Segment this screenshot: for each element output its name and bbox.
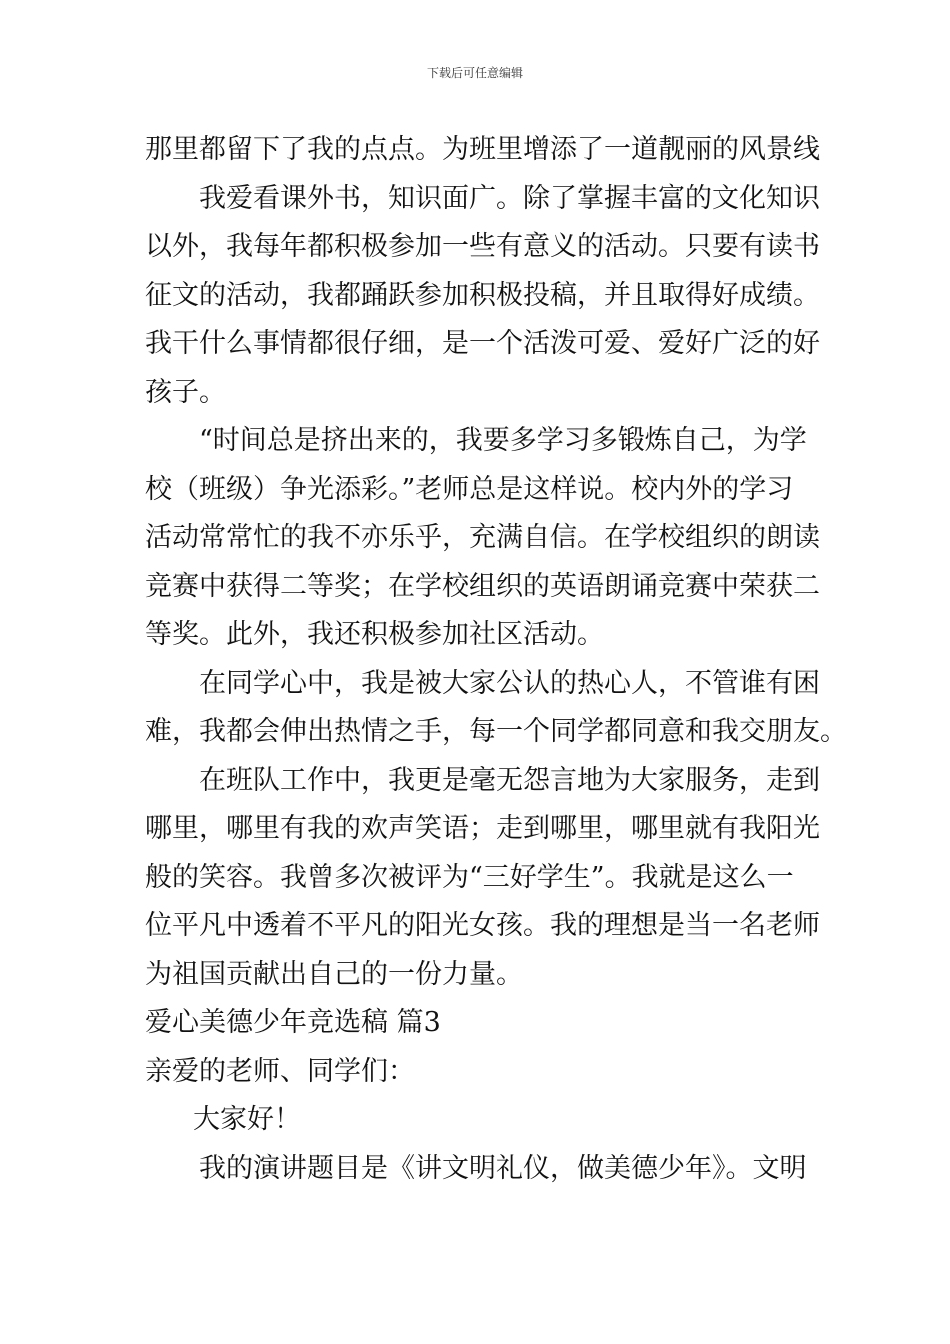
text-line: 活动常常忙的我不亦乐乎，充满自信。在学校组织的朗读 xyxy=(145,522,820,553)
text-line: 般的笑容。我曾多次被评为“三好学生”。我就是这么一 xyxy=(145,861,794,893)
text-line: 等奖。此外，我还积极参加社区活动。 xyxy=(145,619,604,650)
text-line: 我干什么事情都很仔细，是一个活泼可爱、爱好广泛的好 xyxy=(145,328,820,359)
paragraph-start-line: 我的演讲题目是《讲文明礼仪，做美德少年》。文明 xyxy=(199,1152,807,1184)
paragraph-start-line: “时间总是挤出来的，我要多学习多锻炼自己，为学 xyxy=(199,425,807,456)
text-line: 为祖国贡献出自己的一份力量。 xyxy=(145,958,523,990)
text-line: 那里都留下了我的点点。为班里增添了一道靓丽的风景线 xyxy=(145,134,820,165)
greeting-line: 大家好！ xyxy=(193,1104,301,1135)
text-line: 难，我都会伸出热情之手，每一个同学都同意和我交朋友。 xyxy=(145,716,847,747)
section-heading: 爱心美德少年竞选稿 篇3 xyxy=(145,1007,441,1038)
text-line: 孩子。 xyxy=(145,376,226,408)
text-line: 征文的活动，我都踊跃参加积极投稿，并且取得好成绩。 xyxy=(145,279,820,311)
salutation-line: 亲爱的老师、同学们： xyxy=(145,1055,415,1087)
text-line: 以外，我每年都积极参加一些有意义的活动。只要有读书 xyxy=(145,231,820,262)
text-line: 哪里，哪里有我的欢声笑语；走到哪里，哪里就有我阳光 xyxy=(145,813,820,844)
page-header: 下载后可任意编辑 xyxy=(426,66,523,80)
document-body xyxy=(145,126,847,1193)
text-line: 位平凡中透着不平凡的阳光女孩。我的理想是当一名老师 xyxy=(145,910,820,941)
paragraph-start-line: 在班队工作中，我更是毫无怨言地为大家服务，走到 xyxy=(199,764,820,796)
paragraph-start-line: 在同学心中，我是被大家公认的热心人，不管谁有困 xyxy=(199,667,820,699)
paragraph-start-line: 我爱看课外书，知识面广。除了掌握丰富的文化知识 xyxy=(199,182,820,214)
text-line: 校（班级）争光添彩。”老师总是这样说。校内外的学习 xyxy=(145,473,794,505)
text-line: 竞赛中获得二等奖；在学校组织的英语朗诵竞赛中荣获二 xyxy=(145,570,820,602)
